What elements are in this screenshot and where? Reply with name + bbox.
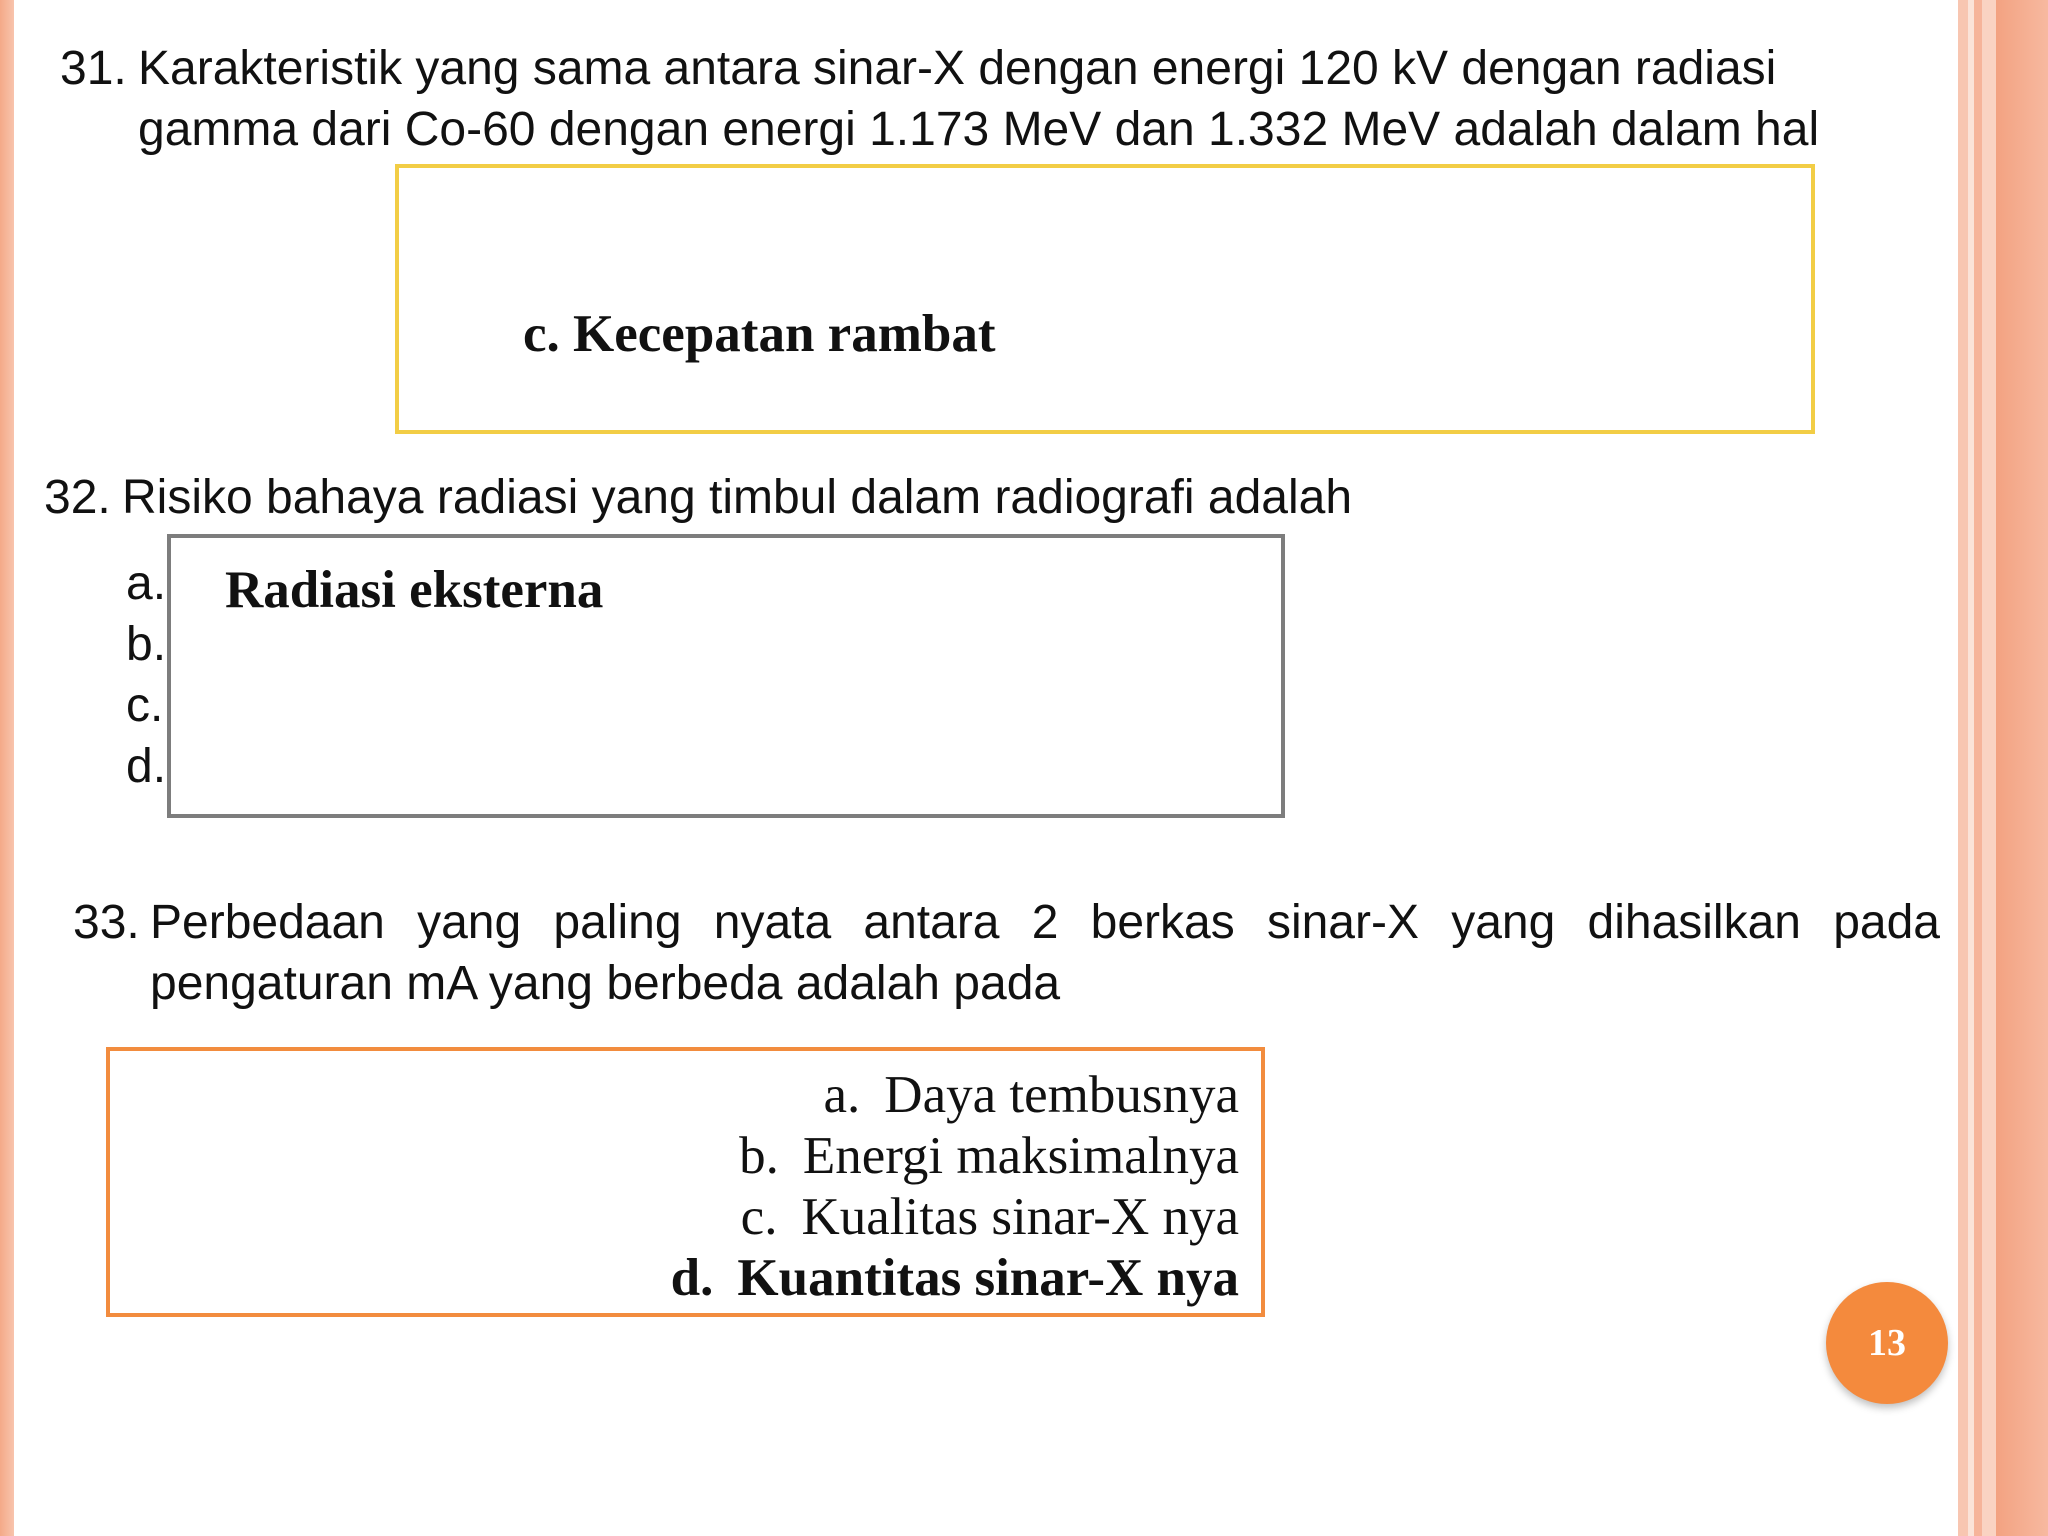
question-32-option-label: d.	[126, 740, 167, 793]
option-label: c.	[740, 1188, 778, 1246]
question-31-answer-box	[395, 164, 1815, 434]
question-33-options-box	[106, 1047, 1265, 1317]
question-32-option-label: c.	[126, 679, 164, 732]
option-text: Daya tembusnya	[884, 1066, 1239, 1124]
question-33-text: Perbedaan yang paling nyata antara 2 berkas sinar-X yang dihasilkan pada pengaturan mA yang berbeda adalah pada	[150, 896, 1940, 1010]
question-33-option-d-answer	[671, 1248, 1239, 1309]
option-label: a.	[823, 1066, 861, 1124]
question-33-option-b	[739, 1126, 1239, 1187]
option-text: Energi maksimalnya	[802, 1127, 1239, 1185]
question-33-option-c	[741, 1187, 1239, 1248]
option-text: Kuantitas sinar-X nya	[737, 1249, 1239, 1307]
question-32-answer-box	[167, 534, 1285, 818]
right-decorative-stripe	[1958, 0, 1968, 1536]
question-31-answer: c. Kecepatan rambat	[523, 305, 996, 363]
page-number-badge: 13	[1826, 1282, 1948, 1404]
left-decorative-stripe	[0, 0, 14, 1536]
question-32-number: 32.	[44, 471, 111, 524]
question-31-number: 31.	[60, 42, 127, 95]
right-decorative-stripe	[1996, 0, 2048, 1536]
option-text: Kualitas sinar-X nya	[801, 1188, 1239, 1246]
question-32-option-label: a.	[126, 557, 167, 610]
question-32-answer: Radiasi eksterna	[225, 561, 604, 619]
question-31-text: Karakteristik yang sama antara sinar-X dengan energi 120 kV dengan radiasi gamma dari Co-60 dengan energi 1.173 MeV dan 1.332 MeV adalah dalam hal	[138, 42, 1820, 156]
right-decorative-stripe	[1982, 0, 1996, 1536]
question-32-text: Risiko bahaya radiasi yang timbul dalam radiografi adalah	[122, 471, 1353, 524]
question-33-option-a	[824, 1065, 1239, 1126]
question-32-option-label: b.	[126, 618, 167, 671]
question-33-number: 33.	[73, 896, 140, 949]
option-label: b.	[739, 1127, 779, 1185]
right-decorative-stripe	[1974, 0, 1982, 1536]
option-label: d.	[670, 1249, 714, 1307]
